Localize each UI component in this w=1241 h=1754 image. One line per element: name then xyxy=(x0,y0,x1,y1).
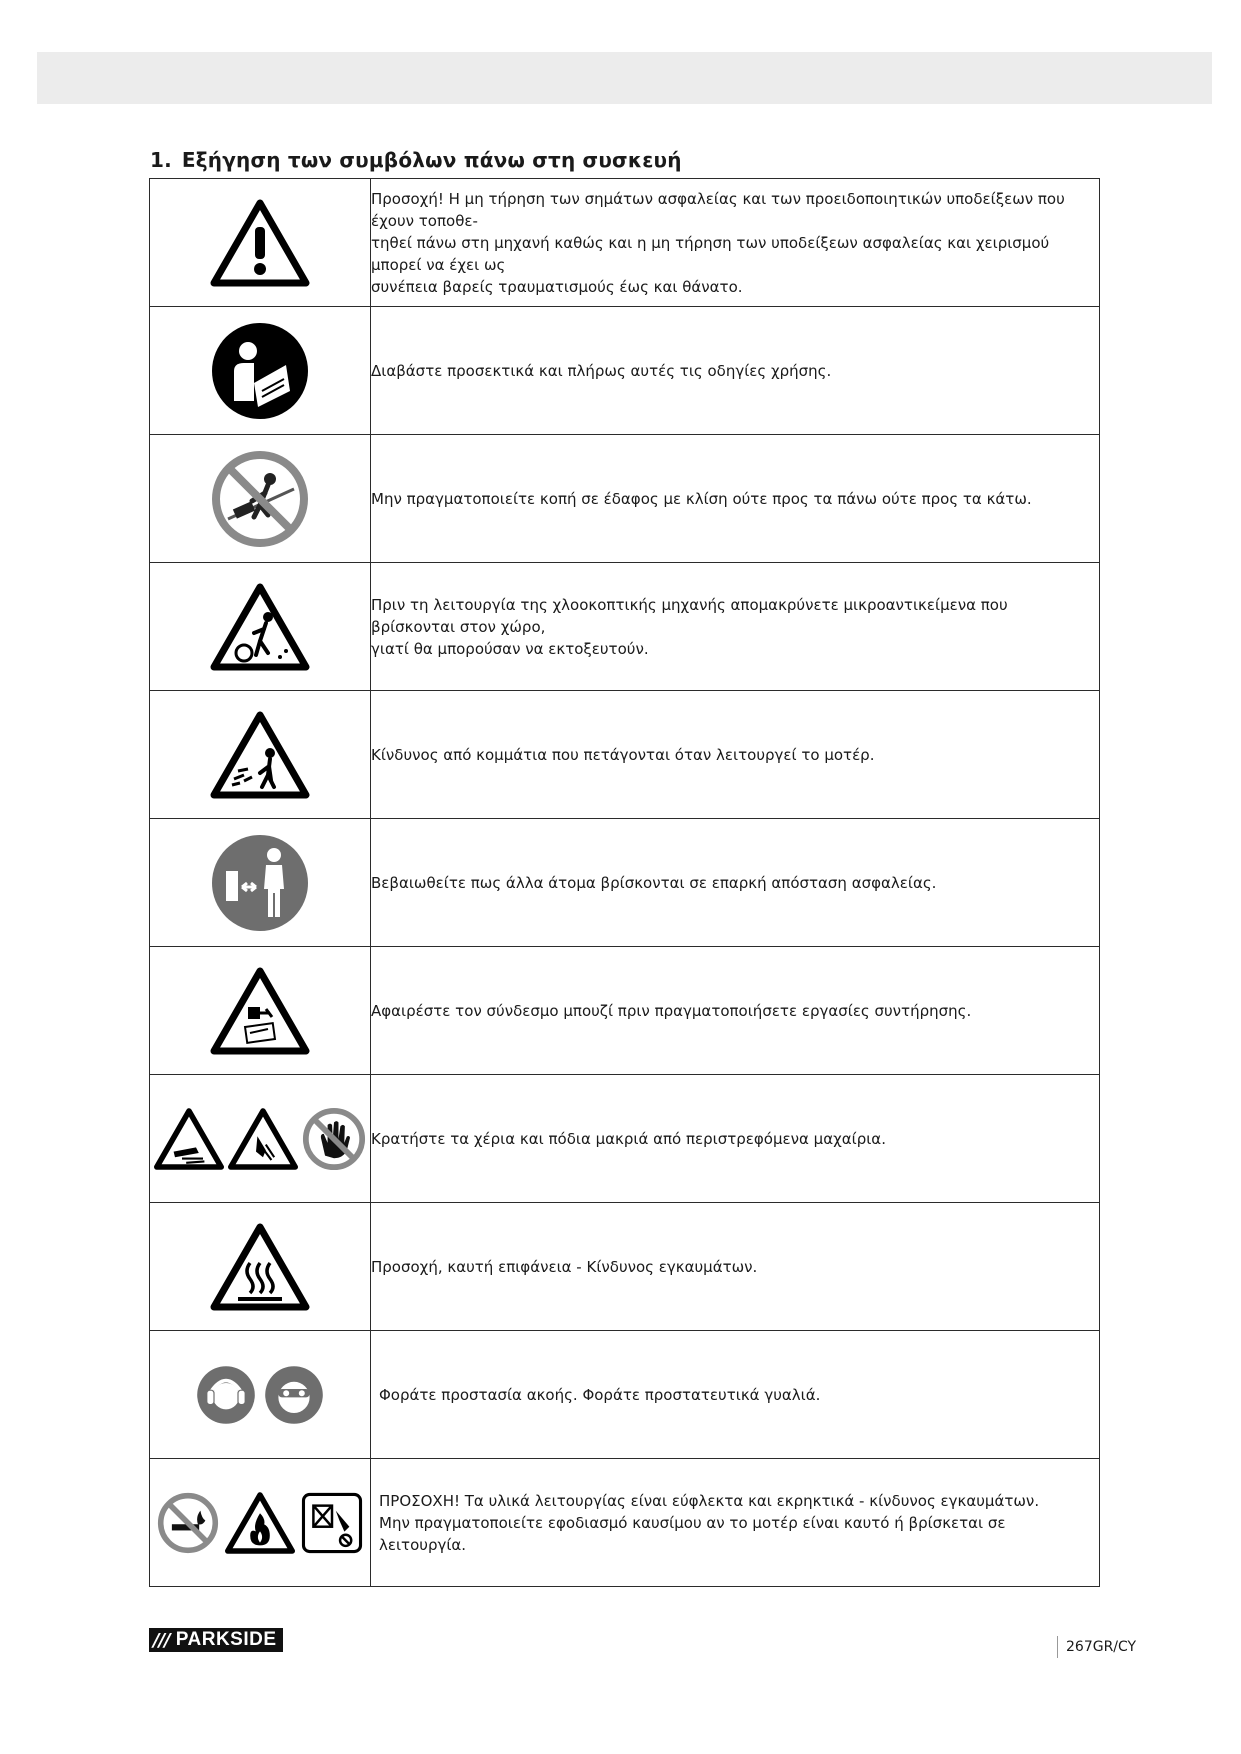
table-row xyxy=(150,1203,1100,1331)
description-line: Προσοχή, καυτή επιφάνεια - Κίνδυνος εγκαυμάτων. xyxy=(371,1257,758,1276)
spark-plug-maintenance-icon xyxy=(210,967,310,1055)
symbol-description xyxy=(371,1490,1089,1556)
description-line: τηθεί πάνω στη μηχανή καθώς και η μη τήρηση των υποδείξεων ασφαλείας και χειρισμού μπορεί να έχει ως xyxy=(371,233,1050,274)
no-refuel-icon xyxy=(301,1492,363,1554)
no-smoking-fire-icon xyxy=(157,1492,219,1554)
icon-cell xyxy=(150,563,371,691)
description-line: Πριν τη λειτουργία της χλοοκοπτικής μηχανής απομακρύνετε μικροαντικείμενα που βρίσκονται στον χώρο, xyxy=(371,595,1008,636)
table-row xyxy=(150,1459,1100,1587)
text-cell xyxy=(371,691,1100,819)
symbol-description xyxy=(371,872,1089,894)
description-line: Μην πραγματοποιείτε κοπή σε έδαφος με κλίση ούτε προς τα πάνω ούτε προς τα κάτω. xyxy=(371,489,1032,508)
icon-cell xyxy=(150,435,371,563)
logo-stripes: /// xyxy=(153,1629,170,1651)
icon-cell xyxy=(150,1331,371,1459)
description-line: ΠΡΟΣΟΧΗ! Τα υλικά λειτουργίας είναι εύφλεκτα και εκρηκτικά - κίνδυνος εγκαυμάτων. xyxy=(379,1491,1040,1510)
icon-cell xyxy=(150,819,371,947)
parkside-logo xyxy=(149,1628,283,1652)
section-title-text: Εξήγηση των συμβόλων πάνω στη συσκευή xyxy=(181,148,682,172)
hot-surface-warning-icon xyxy=(210,1223,310,1311)
table-row xyxy=(150,1331,1100,1459)
hand-blade-warning-icon xyxy=(228,1108,298,1170)
symbol-description xyxy=(371,594,1089,660)
description-line: Κρατήστε τα χέρια και πόδια μακριά από περιστρεφόμενα μαχαίρια. xyxy=(371,1129,886,1148)
table-row xyxy=(150,179,1100,307)
text-cell xyxy=(371,1331,1100,1459)
section-number: 1. xyxy=(150,148,172,172)
icon-cell xyxy=(150,1459,371,1587)
thrown-objects-warning-icon xyxy=(210,711,310,799)
page-code: 267GR/CY xyxy=(1057,1636,1136,1658)
text-cell xyxy=(371,179,1100,307)
icon-cell xyxy=(150,947,371,1075)
no-slope-mowing-icon xyxy=(210,449,310,549)
table-row xyxy=(150,563,1100,691)
symbol-description xyxy=(371,1384,1089,1406)
icon-cell xyxy=(150,179,371,307)
description-line: Κίνδυνος από κομμάτια που πετάγονται όταν λειτουργεί το μοτέρ. xyxy=(371,745,875,764)
safety-distance-icon xyxy=(210,833,310,933)
text-cell xyxy=(371,563,1100,691)
symbol-description xyxy=(371,1256,1089,1278)
description-line: Διαβάστε προσεκτικά και πλήρως αυτές τις οδηγίες χρήσης. xyxy=(371,361,832,380)
table-row xyxy=(150,1075,1100,1203)
description-line: Βεβαιωθείτε πως άλλα άτομα βρίσκονται σε επαρκή απόσταση ασφαλείας. xyxy=(371,873,937,892)
table-row xyxy=(150,691,1100,819)
table-row xyxy=(150,307,1100,435)
description-line: συνέπεια βαρείς τραυματισμούς έως και θάνατο. xyxy=(371,277,743,296)
remove-objects-warning-icon xyxy=(210,583,310,671)
icon-cell xyxy=(150,307,371,435)
symbol-description xyxy=(371,488,1089,510)
general-warning-icon xyxy=(210,199,310,287)
symbol-table xyxy=(149,178,1100,1587)
foot-blade-warning-icon xyxy=(154,1108,224,1170)
text-cell xyxy=(371,435,1100,563)
description-line: Προσοχή! Η μη τήρηση των σημάτων ασφαλείας και των προειδοποιητικών υποδείξεων που έχουν τοποθε- xyxy=(371,189,1065,230)
icon-cell xyxy=(150,1203,371,1331)
flammable-warning-icon xyxy=(225,1492,295,1554)
description-line: Μην πραγματοποιείτε εφοδιασμό καυσίμου αν το μοτέρ είναι καυτό ή βρίσκεται σε λειτουργία. xyxy=(379,1513,1006,1554)
text-cell xyxy=(371,1459,1100,1587)
description-line: Φοράτε προστασία ακοής. Φοράτε προστατευτικά γυαλιά. xyxy=(379,1385,821,1404)
description-line: γιατί θα μπορούσαν να εκτοξευτούν. xyxy=(371,639,649,658)
section-title xyxy=(150,148,682,172)
logo-brand: PARKSIDE xyxy=(175,1629,277,1650)
icon-cell xyxy=(150,1075,371,1203)
no-hands-icon xyxy=(302,1107,366,1171)
symbol-description xyxy=(371,360,1089,382)
symbol-description xyxy=(371,1128,1089,1150)
symbol-description xyxy=(371,1000,1089,1022)
text-cell xyxy=(371,819,1100,947)
table-row xyxy=(150,947,1100,1075)
ear-protection-icon xyxy=(196,1365,256,1425)
symbol-description xyxy=(371,188,1089,298)
icon-cell xyxy=(150,691,371,819)
symbol-description xyxy=(371,744,1089,766)
table-row xyxy=(150,819,1100,947)
header-band xyxy=(37,52,1212,104)
description-line: Αφαιρέστε τον σύνδεσμο μπουζί πριν πραγματοποιήσετε εργασίες συντήρησης. xyxy=(371,1001,972,1020)
text-cell xyxy=(371,1075,1100,1203)
text-cell xyxy=(371,1203,1100,1331)
eye-protection-icon xyxy=(264,1365,324,1425)
text-cell xyxy=(371,947,1100,1075)
text-cell xyxy=(371,307,1100,435)
table-row xyxy=(150,435,1100,563)
read-manual-icon xyxy=(210,321,310,421)
